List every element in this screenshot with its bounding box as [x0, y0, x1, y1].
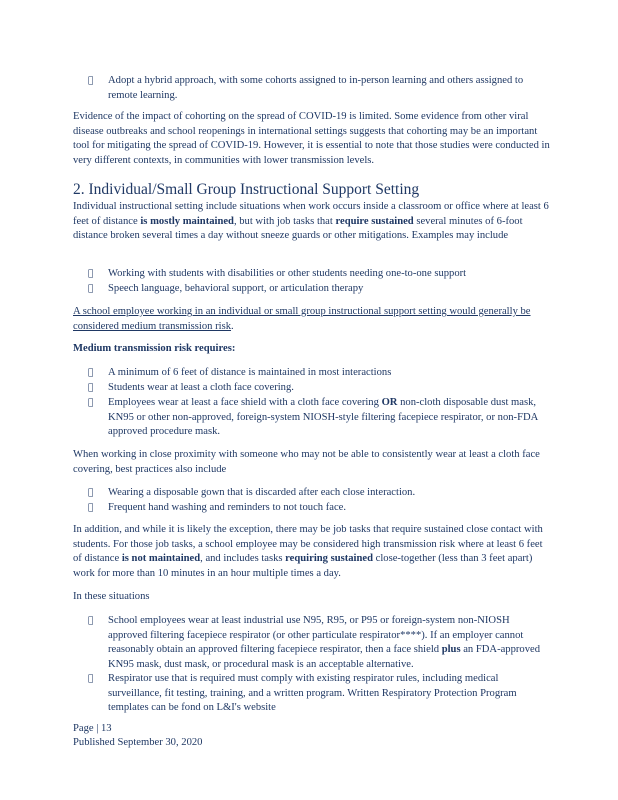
addition-text-2: , and includes tasks [200, 553, 286, 565]
bullet-icon [88, 74, 93, 89]
example-item [108, 267, 550, 282]
best-practice-item [108, 486, 550, 501]
bullet-icon [88, 501, 93, 516]
medium-req-item [108, 396, 550, 440]
situation-item [108, 672, 550, 716]
req-text: Students wear at least a cloth face covering. [108, 382, 294, 393]
medium-risk-statement-underlined: A school employee working in an individual or small group instructional support setting would generally be considered medium transmission risk [73, 306, 531, 332]
footer-published-date: Published September 30, 2020 [73, 737, 203, 748]
medium-risk-heading: Medium transmission risk requires: [73, 343, 236, 354]
bullet-icon [88, 366, 93, 381]
medium-risk-statement-end: . [231, 320, 234, 332]
intro-text-1: Individual instructional setting include situations when work occurs inside a classroom or office where at least 6 feet of distance [73, 201, 549, 227]
in-these-situations: In these situations [73, 591, 150, 602]
req-text-cont: non-cloth disposable dust mask, KN95 or other non-approved, foreign-system NIOSH-style filtering facepiece respirator, or non-FDA approved procedure mask. [108, 397, 538, 438]
section-heading: 2. Individual/Small Group Instructional Support Setting [73, 181, 420, 198]
situation-plus: plus [441, 644, 461, 656]
req-or: OR [381, 397, 398, 408]
intro-text-2: , but with job tasks that [233, 215, 336, 227]
addition-paragraph [73, 523, 551, 581]
best-practice-item [108, 501, 550, 516]
bullet-icon [88, 282, 93, 297]
intro-text-3: several minutes of 6-foot distance broken several times a day without sneeze guards or other mitigations. Examples may include [73, 215, 523, 242]
addition-bold-2: requiring sustained [285, 553, 373, 565]
bullet-icon [88, 396, 93, 411]
medium-risk-statement [73, 305, 551, 334]
evidence-paragraph: Evidence of the impact of cohorting on the spread of COVID-19 is limited. Some evidence from other viral disease outbreaks and school reopenings in international settings suggests that cohorting may be an important tool for mitigating the spread of COVID-19. However, it is essential to note that those studies were conducted in very different contexts, in communities with lower transmission levels. [73, 111, 550, 166]
bullet-icon [88, 486, 93, 501]
situation-item [108, 614, 550, 672]
bullet-icon [88, 267, 93, 282]
intro-bold-2: require sustained [335, 215, 414, 227]
medium-req-item [108, 381, 550, 396]
addition-text-1: In addition, and while it is likely the exception, there may be job tasks that require sustained close contact with students. For those job tasks, a school employee may be considered high transmission risk where at least 6 feet of distance [73, 524, 543, 565]
req-text: A minimum of 6 feet of distance is maintained in most interactions [108, 367, 392, 378]
intro-paragraph [73, 200, 551, 244]
bullet-hybrid-approach [108, 74, 550, 103]
example-text: Speech language, behavioral support, or articulation therapy [108, 283, 364, 294]
situation-text-cont: an FDA-approved KN95 mask, dust mask, or procedural mask is an acceptable alternative. [108, 644, 541, 670]
footer-page-number: Page | 13 [73, 723, 112, 734]
addition-text-3: close-together (less than 3 feet apart) work for more than 10 minutes in an hour multiple times a day. [73, 553, 533, 579]
medium-req-item [108, 366, 550, 381]
bullet-icon [88, 672, 93, 687]
example-item [108, 282, 550, 297]
best-practice-text: Wearing a disposable gown that is discarded after each close interaction. [108, 487, 416, 498]
bullet-icon [88, 614, 93, 629]
situation-text: Respirator use that is required must comply with existing respirator rules, including medical surveillance, fit testing, training, and a written program. Written Respiratory Protection Program templates can be fond on L&I's website [108, 673, 517, 714]
situation-text: School employees wear at least industrial use N95, R95, or P95 or foreign-system non-NIOSH approved filtering facepiece respirator (or other particulate respirator****). If an employer cannot reasonably obtain an approved filtering facepiece respirator, then a face shield [108, 615, 524, 656]
best-practice-text: Frequent hand washing and reminders to not touch face. [108, 502, 346, 513]
bullet-icon [88, 381, 93, 396]
req-text: Employees wear at least a face shield with a cloth face covering [108, 397, 382, 408]
example-text: Working with students with disabilities or other students needing one-to-one support [108, 268, 467, 279]
close-proximity-paragraph: When working in close proximity with someone who may not be able to consistently wear at least a cloth face covering, best practices also include [73, 449, 540, 475]
addition-bold-1: is not maintained [121, 553, 201, 565]
bullet-text: Adopt a hybrid approach, with some cohorts assigned to in-person learning and others assigned to remote learning. [108, 75, 524, 101]
intro-bold-1: is mostly maintained [140, 215, 234, 227]
